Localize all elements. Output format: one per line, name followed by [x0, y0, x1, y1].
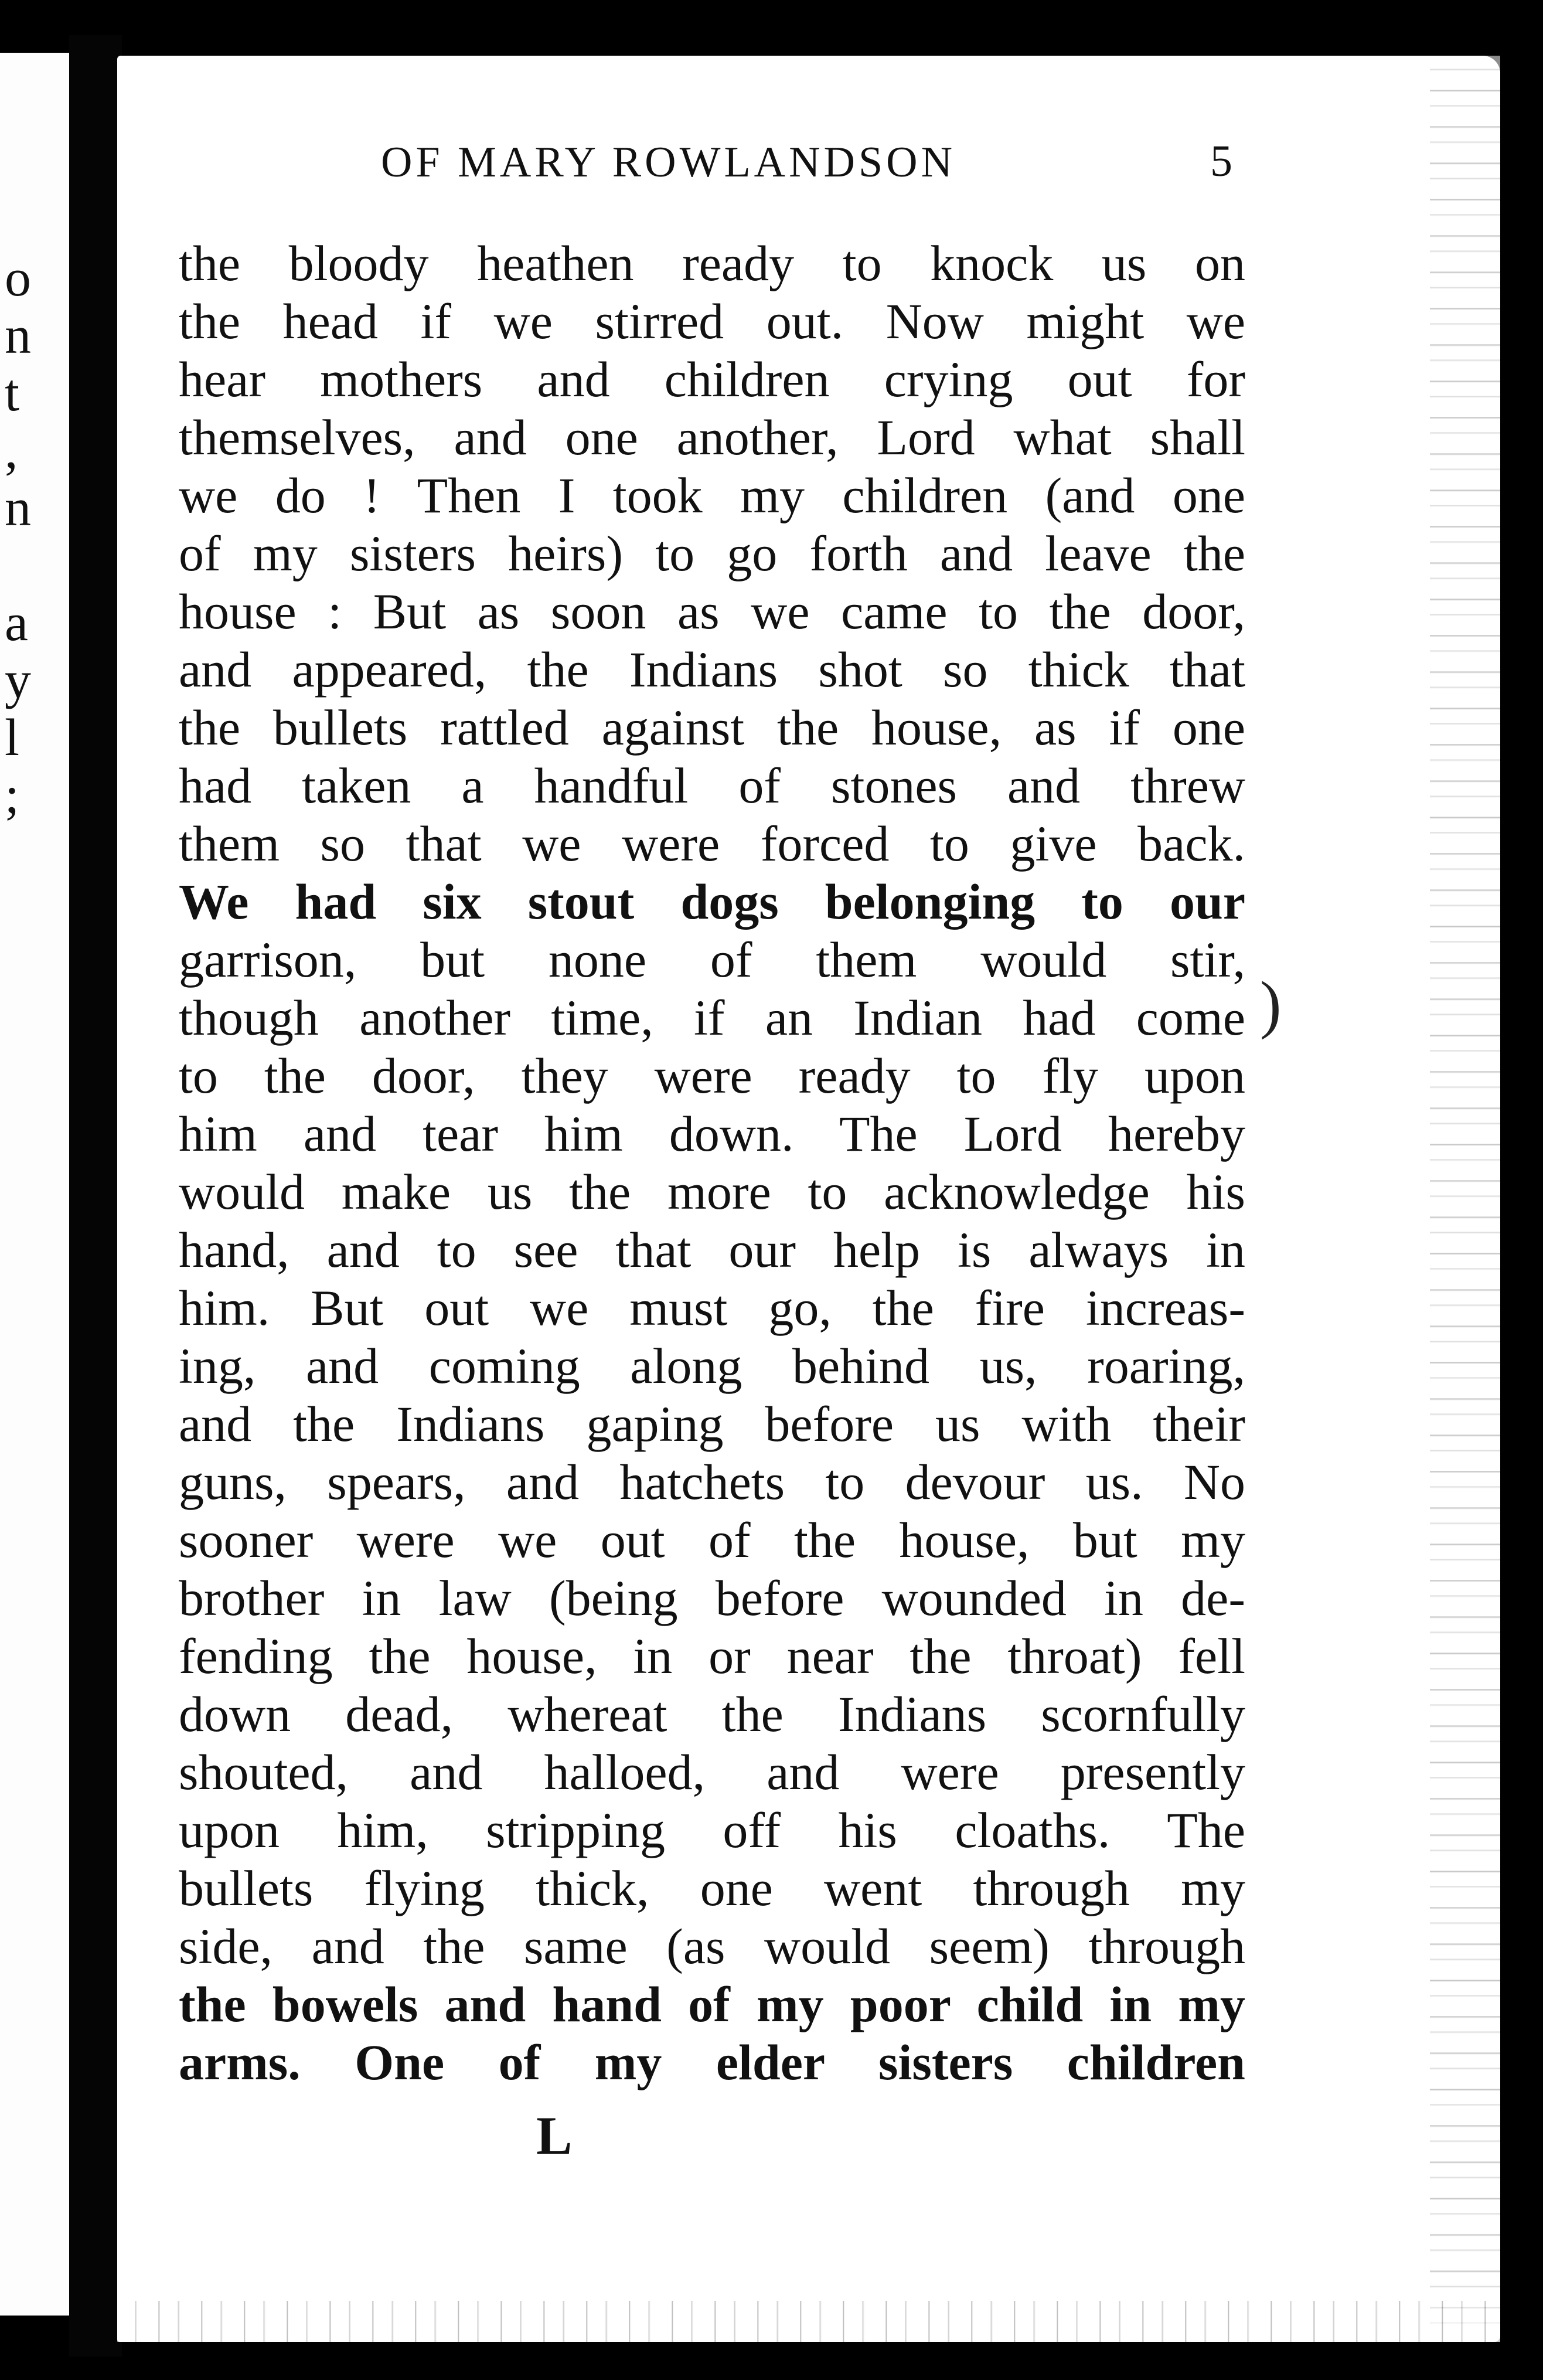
text-line: hand, and to see that our help is always in — [179, 1222, 1245, 1278]
text-line: themselves, and one another, Lord what shall — [179, 409, 1245, 465]
text-line: sooner were we out of the house, but my — [179, 1512, 1245, 1568]
text-line: would make us the more to acknowledge his — [179, 1164, 1245, 1220]
margin-bracket-mark: ) — [1260, 968, 1282, 1040]
prev-page-fragment: l — [5, 709, 20, 767]
text-line: the head if we stirred out. Now might we — [179, 293, 1245, 349]
text-line: to the door, they were ready to fly upon — [179, 1048, 1245, 1104]
text-line: brother in law (being before wounded in de- — [179, 1570, 1245, 1626]
text-line: arms. One of my elder sisters children — [179, 2034, 1245, 2090]
text-line: garrison, but none of them would stir, — [179, 931, 1245, 988]
prev-page-fragment: y — [5, 651, 31, 709]
text-line: We had six stout dogs belonging to our — [179, 873, 1245, 930]
text-line: and appeared, the Indians shot so thick that — [179, 641, 1245, 698]
signature-mark: L — [536, 2106, 573, 2165]
prev-page-fragment: ; — [5, 766, 20, 824]
text-line: them so that we were forced to give back. — [179, 815, 1245, 872]
text-line: had taken a handful of stones and threw — [179, 757, 1245, 814]
book-gutter — [69, 35, 122, 2357]
text-line: ing, and coming along behind us, roaring, — [179, 1338, 1245, 1394]
text-line: shouted, and halloed, and were presently — [179, 1744, 1245, 1800]
text-line: bullets flying thick, one went through my — [179, 1860, 1245, 1916]
text-line: fending the house, in or near the throat) fell — [179, 1628, 1245, 1684]
text-line: down dead, whereat the Indians scornfully — [179, 1686, 1245, 1742]
text-line: though another time, if an Indian had come — [179, 990, 1245, 1046]
prev-page-fragment: o — [5, 249, 31, 307]
text-line: the bloody heathen ready to knock us on — [179, 235, 1245, 291]
text-line: him. But out we must go, the fire increas- — [179, 1280, 1245, 1336]
page-body-text — [179, 234, 1245, 2092]
text-line: him and tear him down. The Lord hereby — [179, 1106, 1245, 1162]
text-line: the bullets rattled against the house, as if one — [179, 699, 1245, 756]
text-line: the bowels and hand of my poor child in my — [179, 1976, 1245, 2032]
text-line: upon him, stripping off his cloaths. The — [179, 1802, 1245, 1858]
text-line: house : But as soon as we came to the door, — [179, 583, 1245, 640]
prev-page-fragment: n — [5, 307, 31, 365]
text-line: guns, spears, and hatchets to devour us. No — [179, 1454, 1245, 1510]
text-line: we do ! Then I took my children (and one — [179, 467, 1245, 523]
text-line: hear mothers and children crying out for — [179, 351, 1245, 407]
prev-page-fragment: t — [5, 364, 20, 422]
page-edge-shading — [1430, 56, 1500, 2342]
prev-page-fragment: n — [5, 479, 31, 537]
prev-page-fragment: , — [5, 421, 18, 480]
prev-page-fragment: a — [5, 594, 28, 652]
running-head: OF MARY ROWLANDSON — [381, 138, 956, 186]
text-line: and the Indians gaping before us with their — [179, 1396, 1245, 1452]
text-line: side, and the same (as would seem) through — [179, 1918, 1245, 1974]
previous-page-edge — [0, 53, 69, 2316]
page-number: 5 — [1210, 137, 1232, 186]
page-bottom-edge — [117, 2301, 1500, 2342]
text-line: of my sisters heirs) to go forth and leave the — [179, 525, 1245, 582]
